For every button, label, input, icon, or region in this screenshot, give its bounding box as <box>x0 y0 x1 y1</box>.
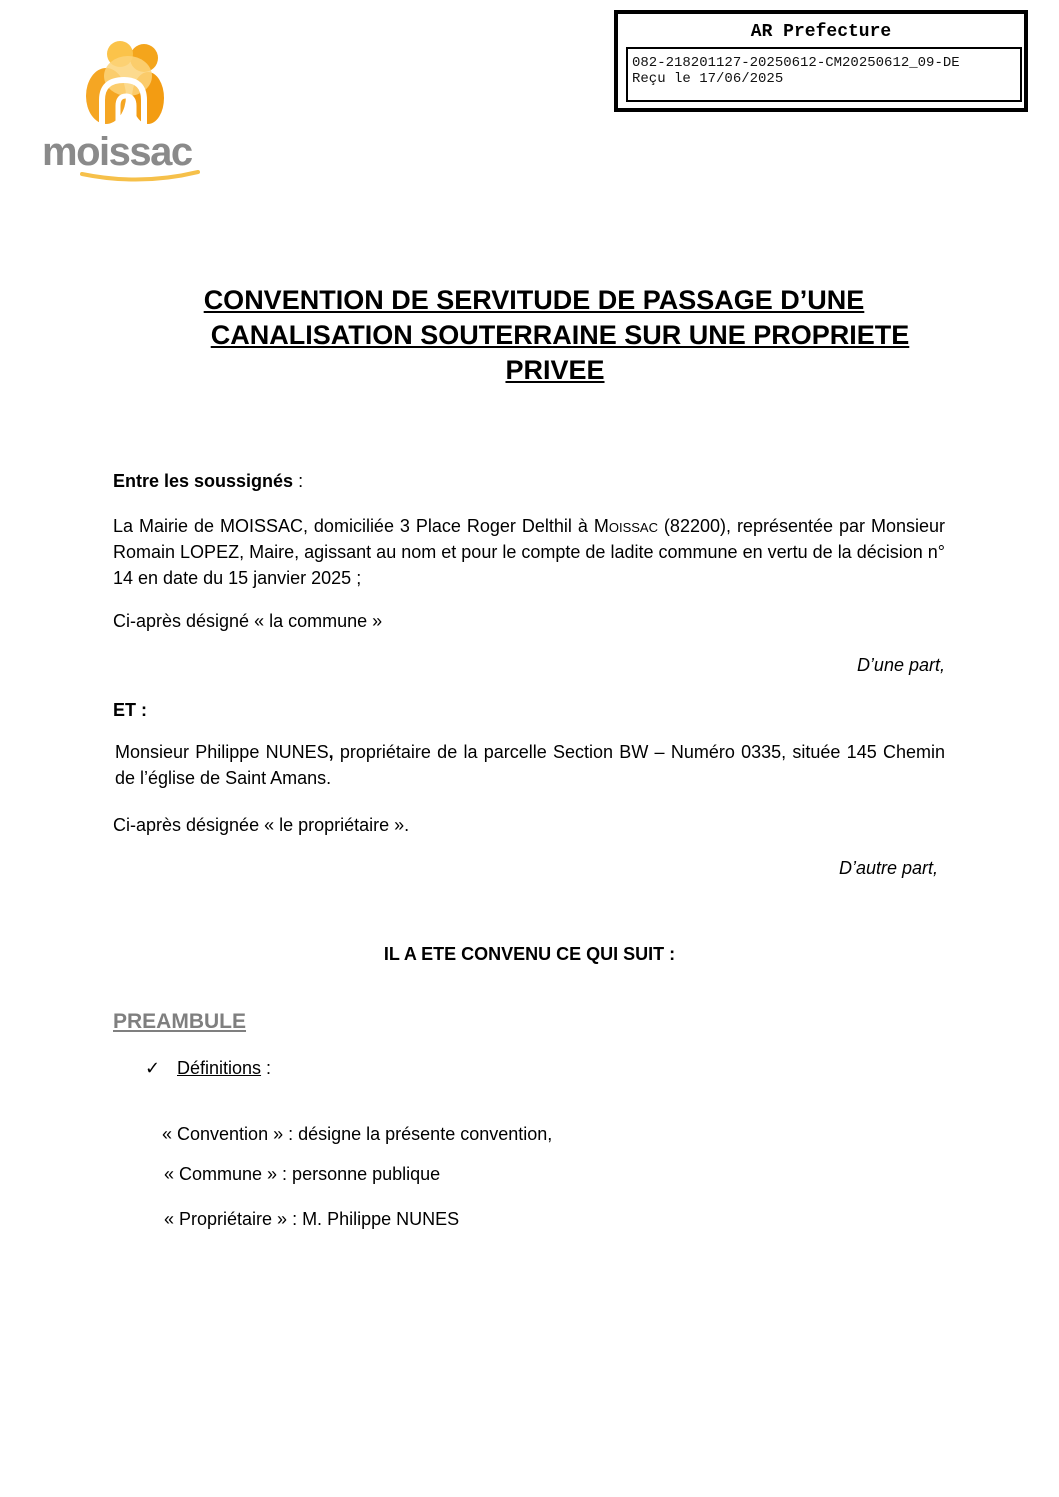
definitions-suffix: : <box>261 1058 272 1078</box>
party2-name: Monsieur Philippe NUNES <box>115 742 329 762</box>
checkmark-icon: ✓ <box>145 1058 161 1078</box>
definition-item: « Propriétaire » : M. Philippe NUNES <box>164 1209 460 1229</box>
logo-wordmark: moissac <box>42 130 192 174</box>
definition-item: « Convention » : désigne la présente convention, <box>162 1124 553 1144</box>
party2-text: propriétaire de la parcelle Section BW – Numéro 0335, située 145 Chemin de l’église de Saint Amans. <box>115 742 945 788</box>
party2-designation: Ci-après désignée « le propriétaire ». <box>113 815 410 835</box>
party1-text-start: La Mairie de MOISSAC, domiciliée 3 Place Roger Delthil à M <box>113 516 609 536</box>
party2-side: D’autre part, <box>838 858 938 878</box>
document-title <box>140 283 970 388</box>
moissac-logo <box>40 40 210 185</box>
definition-item: « Commune » : personne publique <box>164 1164 441 1184</box>
definitions-label: Définitions <box>177 1058 262 1078</box>
between-suffix: : <box>293 471 304 491</box>
and-label: ET : <box>113 700 147 720</box>
preambule-heading: PREAMBULE <box>113 1010 247 1033</box>
between-label: Entre les soussignés <box>113 471 294 491</box>
between-heading <box>113 468 945 494</box>
party1-side: D’une part, <box>856 655 945 675</box>
logo-swoosh-icon <box>80 168 200 184</box>
prefecture-stamp <box>614 10 1028 112</box>
stamp-details <box>626 47 1022 102</box>
party2-comma: , <box>328 742 334 762</box>
title-line-3: PRIVEE <box>505 355 605 385</box>
stamp-title: AR Prefecture <box>750 22 892 42</box>
stamp-reference: 082-218201127-20250612-CM20250612_09-DE <box>632 55 960 71</box>
party1-text-end: (82200), représentée par Monsieur Romain LOPEZ, Maire, agissant au nom et pour le compte de ladite commune en vertu de la décision n° 14 en date du 15 janvier 2025 ; <box>113 516 945 588</box>
stamp-received-date: Reçu le 17/06/2025 <box>632 71 784 87</box>
agreed-heading: IL A ETE CONVENU CE QUI SUIT : <box>383 944 676 964</box>
party1-city: oissac <box>608 516 658 536</box>
party2-paragraph <box>115 739 945 791</box>
title-line-1: CONVENTION DE SERVITUDE DE PASSAGE D’UNE <box>203 285 865 315</box>
definitions-heading <box>177 1058 271 1079</box>
party1-designation: Ci-après désigné « la commune » <box>113 611 383 631</box>
title-line-2: CANALISATION SOUTERRAINE SUR UNE PROPRIETE <box>210 320 910 350</box>
party1-paragraph <box>113 513 945 591</box>
